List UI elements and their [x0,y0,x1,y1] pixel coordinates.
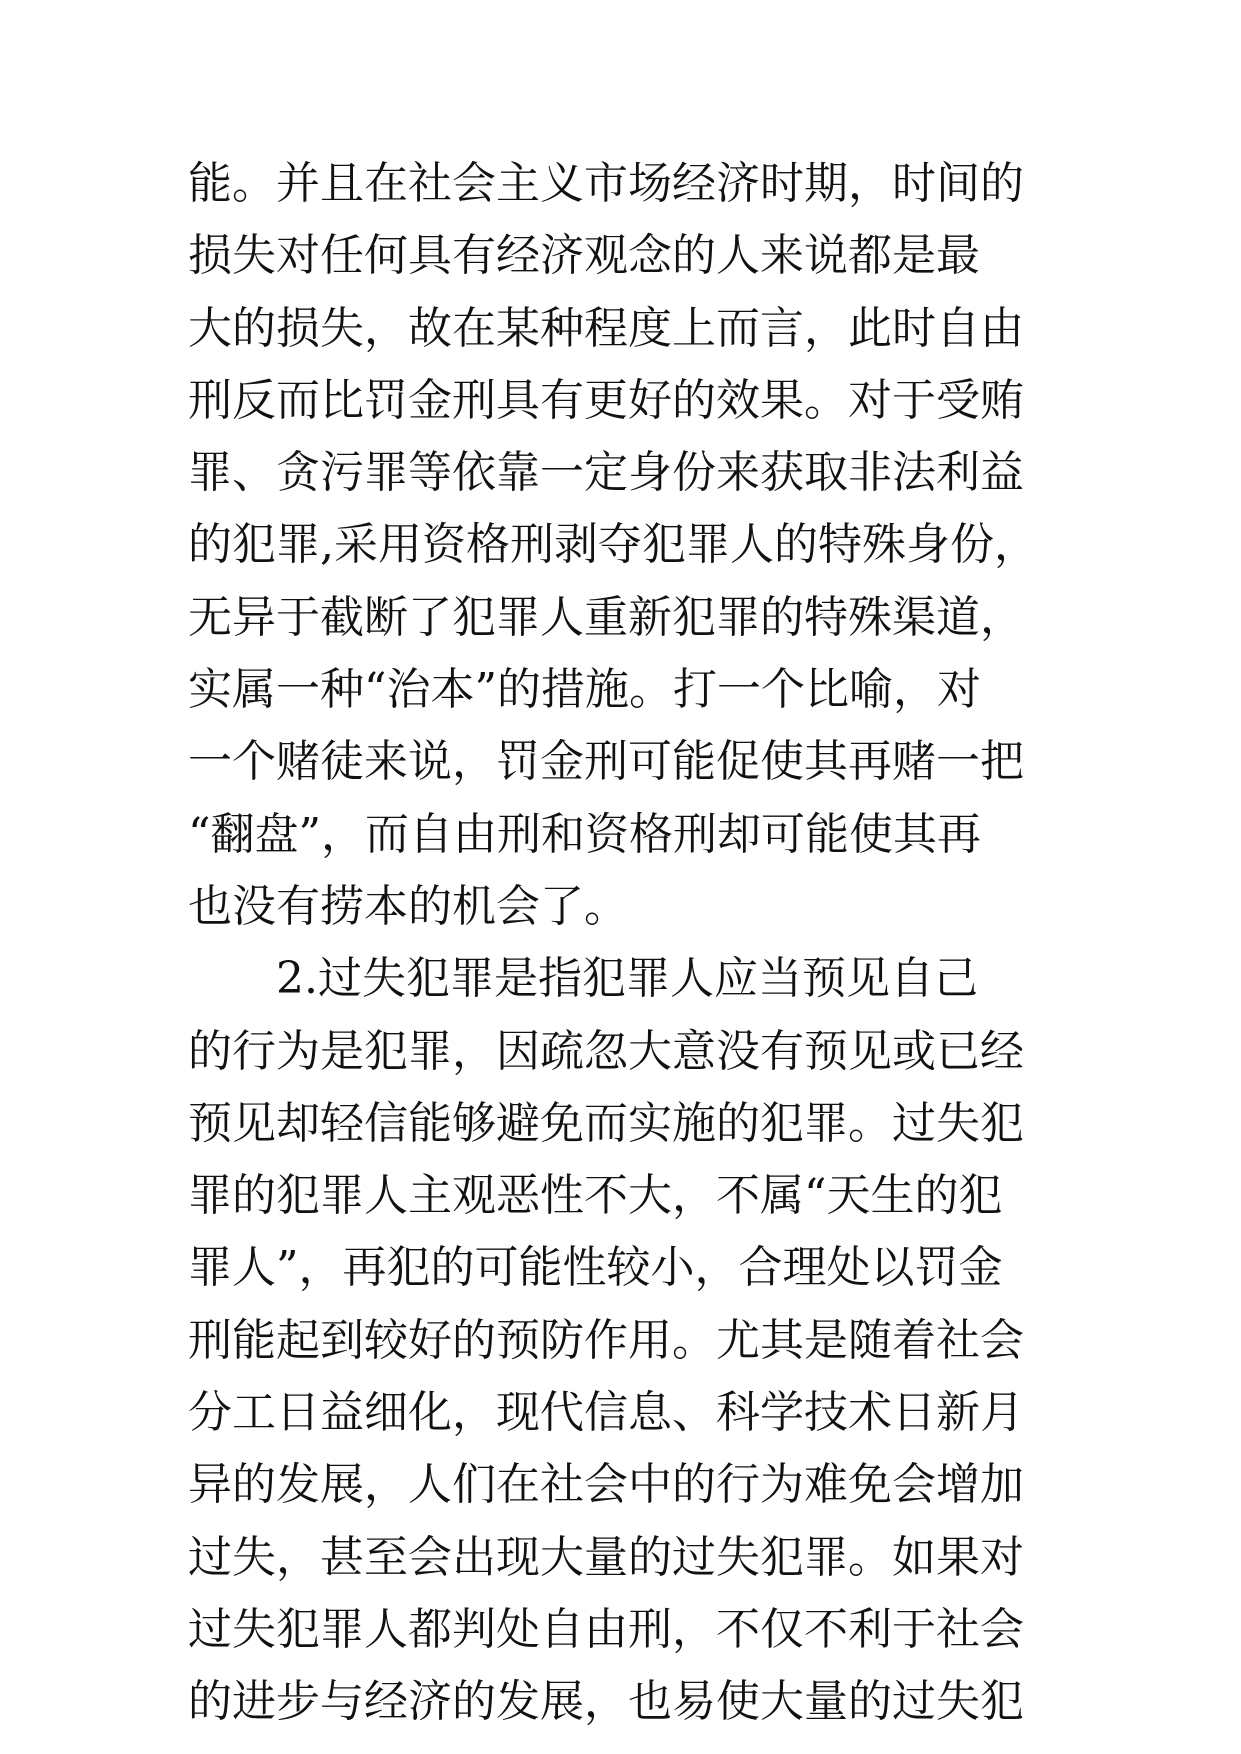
text-line: 过失，甚至会出现大量的过失犯罪。如果对 [188,1531,1024,1583]
text-line: 过失犯罪人都判处自由刑，不仅不利于社会 [188,1603,1024,1655]
text-line: “翻盘”，而自由刑和资格刑却可能使其再 [188,808,981,860]
text-line: 异的发展，人们在社会中的行为难免会增加 [188,1459,1024,1511]
text-line: 也没有捞本的机会了。 [188,880,628,932]
text-line: 预见却轻信能够避免而实施的犯罪。过失犯 [188,1097,1024,1149]
text-line: 的进步与经济的发展，也易使大量的过失犯 [188,1676,1024,1728]
text-line: 2.过失犯罪是指犯罪人应当预见自己 [188,953,978,1005]
text-line: 的行为是犯罪，因疏忽大意没有预见或已经 [188,1025,1024,1077]
text-line: 能。并且在社会主义市场经济时期，时间的 [188,158,1024,209]
body-text [188,148,1088,1739]
text-line: 罪、贪污罪等依靠一定身份来获取非法利益 [188,447,1024,499]
text-line: 分工日益细化，现代信息、科学技术日新月 [188,1387,1024,1439]
text-line: 无异于截断了犯罪人重新犯罪的特殊渠道， [188,591,1024,643]
text-line: 一个赌徒来说，罚金刑可能促使其再赌一把 [188,736,1024,788]
text-line: 罪的犯罪人主观恶性不大，不属“天生的犯 [188,1170,1003,1222]
text-line: 大的损失，故在某种程度上而言，此时自由 [188,302,1024,354]
text-line: 的犯罪,采用资格刑剥夺犯罪人的特殊身份， [188,519,1038,571]
text-line: 刑反而比罚金刑具有更好的效果。对于受贿 [188,374,1024,426]
text-line: 实属一种“治本”的措施。打一个比喻，对 [188,664,981,716]
text-line: 刑能起到较好的预防作用。尤其是随着社会 [188,1314,1024,1366]
text-line: 罪人”，再犯的可能性较小，合理处以罚金 [188,1242,1003,1294]
text-line: 损失对任何具有经济观念的人来说都是最 [188,230,980,282]
